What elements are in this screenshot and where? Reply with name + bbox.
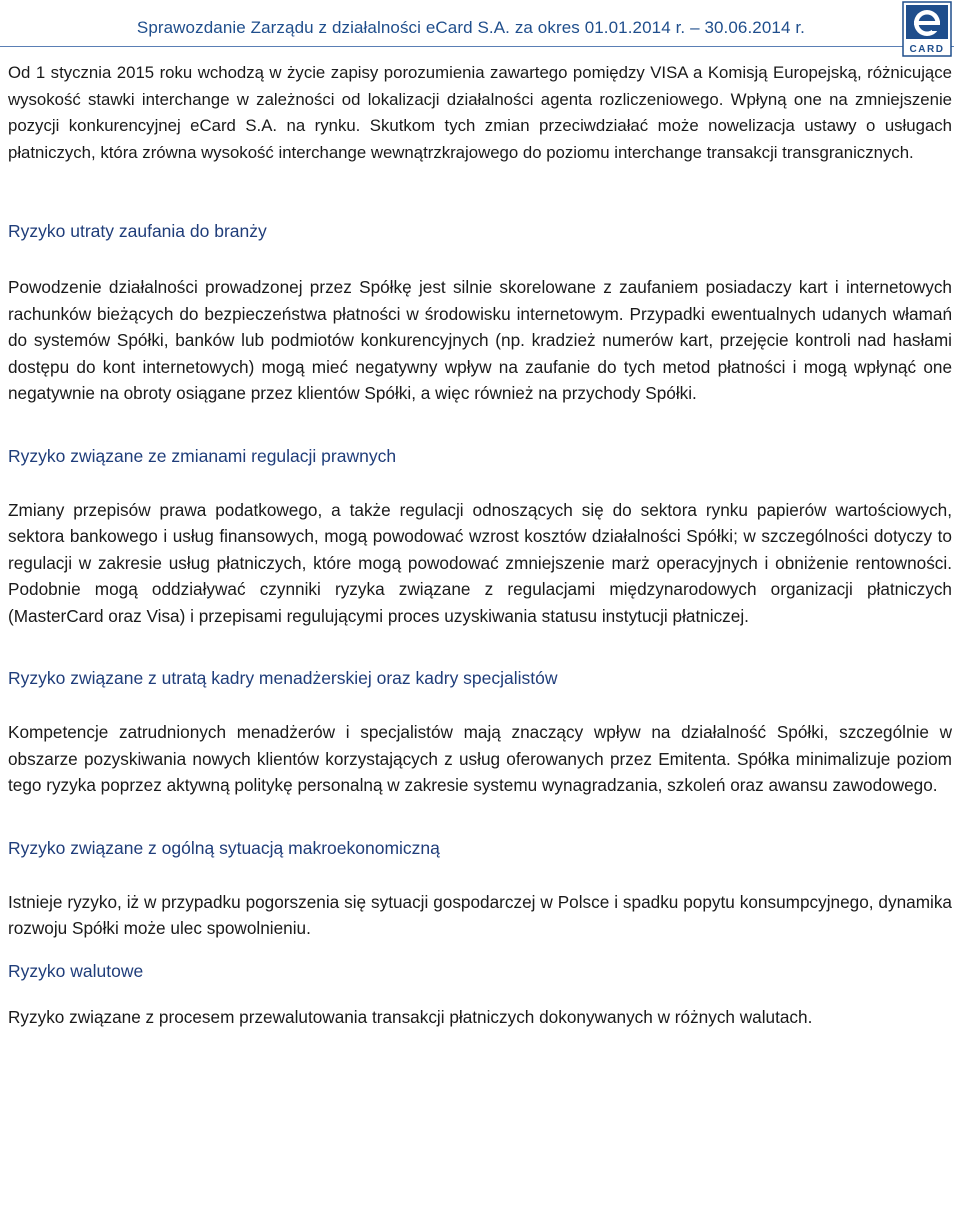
section-paragraph-staff: Kompetencje zatrudnionych menadżerów i specjalistów mają znaczący wpływ na działalność Spółki, szczególnie w obszarze pozyskiwania nowych klientów korzystających z usług oferowanych przez Emitenta. Spółka minimalizuje poziom tego ryzyka poprzez aktywną politykę personalną w zakresie systemu wynagradzania, szkoleń oraz awansu zawodowego. xyxy=(8,722,952,795)
section-paragraph-currency: Ryzyko związane z procesem przewalutowania transakcji płatniczych dokonywanych w różnych walutach. xyxy=(8,1006,813,1027)
logo-text: CARD xyxy=(909,44,945,55)
document-title: Sprawozdanie Zarządu z działalności eCard S.A. za okres 01.01.2014 r. – 30.06.2014 r. xyxy=(136,18,805,37)
section-paragraph-regulations: Zmiany przepisów prawa podatkowego, a także regulacji odnoszących się do sektora rynku papierów wartościowych, sektora bankowego i usług finansowych, mogą powodować wzrost kosztów działalności Spółki; w szczególności dotyczy to regulacji w zakresie usług płatniczych, które mogą powodować zmniejszenie marż operacyjnych i obniżenie rentowności. Podobnie mogą oddziaływać czynniki ryzyka związane z regulacjami międzynarodowych organizacji płatniczych (MasterCard oraz Visa) i przepisami regulującymi proces uzyskiwania statusu instytucji płatniczej. xyxy=(8,499,952,626)
document-body xyxy=(8,60,952,1030)
section-paragraph-macro: Istnieje ryzyko, iż w przypadku pogorszenia się sytuacji gospodarczej w Polsce i spadku popytu konsumpcyjnego, dynamika rozwoju Spółki może ulec spowolnieniu. xyxy=(8,891,952,938)
section-heading-staff: Ryzyko związane z utratą kadry menadżerskiej oraz kadry specjalistów xyxy=(8,668,558,688)
section-heading-regulations: Ryzyko związane ze zmianami regulacji prawnych xyxy=(8,445,397,466)
header-divider xyxy=(0,46,954,47)
intro-paragraph: Od 1 stycznia 2015 roku wchodzą w życie zapisy porozumienia zawartego pomiędzy VISA a Komisją Europejską, różnicujące wysokość stawki interchange w zależności od lokalizacji działalności agenta rozliczeniowego. Wpłyną one na zmniejszenie pozycji konkurencyjnej eCard S.A. na rynku. Skutkom tych zmian przeciwdziałać może nowelizacja ustawy o usługach płatniczych, która zrówna wysokość interchange wewnątrzkrajowego do poziomu interchange transakcji transgranicznych. xyxy=(8,63,952,162)
page-header xyxy=(0,0,960,55)
section-heading-macro: Ryzyko związane z ogólną sytuacją makroekonomiczną xyxy=(8,837,440,858)
section-heading-currency: Ryzyko walutowe xyxy=(8,960,144,981)
section-heading-trust: Ryzyko utraty zaufania do branży xyxy=(8,221,267,241)
ecard-logo xyxy=(902,1,952,57)
section-paragraph-trust: Powodzenie działalności prowadzonej przez Spółkę jest silnie skorelowane z zaufaniem posiadaczy kart i internetowych rachunków bieżących do bezpieczeństwa płatności w środowisku internetowym. Przypadki ewentualnych udanych włamań do systemów Spółki, banków lub podmiotów konkurencyjnych (np. kradzież numerów kart, przejęcie kontroli nad hasłami dostępu do kont internetowych) mogą mieć negatywny wpływ na zaufanie do tych metod płatności i mogą wpłynąć one negatywnie na obroty osiągane przez klientów Spółki, a więc również na przychody Spółki. xyxy=(8,277,952,403)
